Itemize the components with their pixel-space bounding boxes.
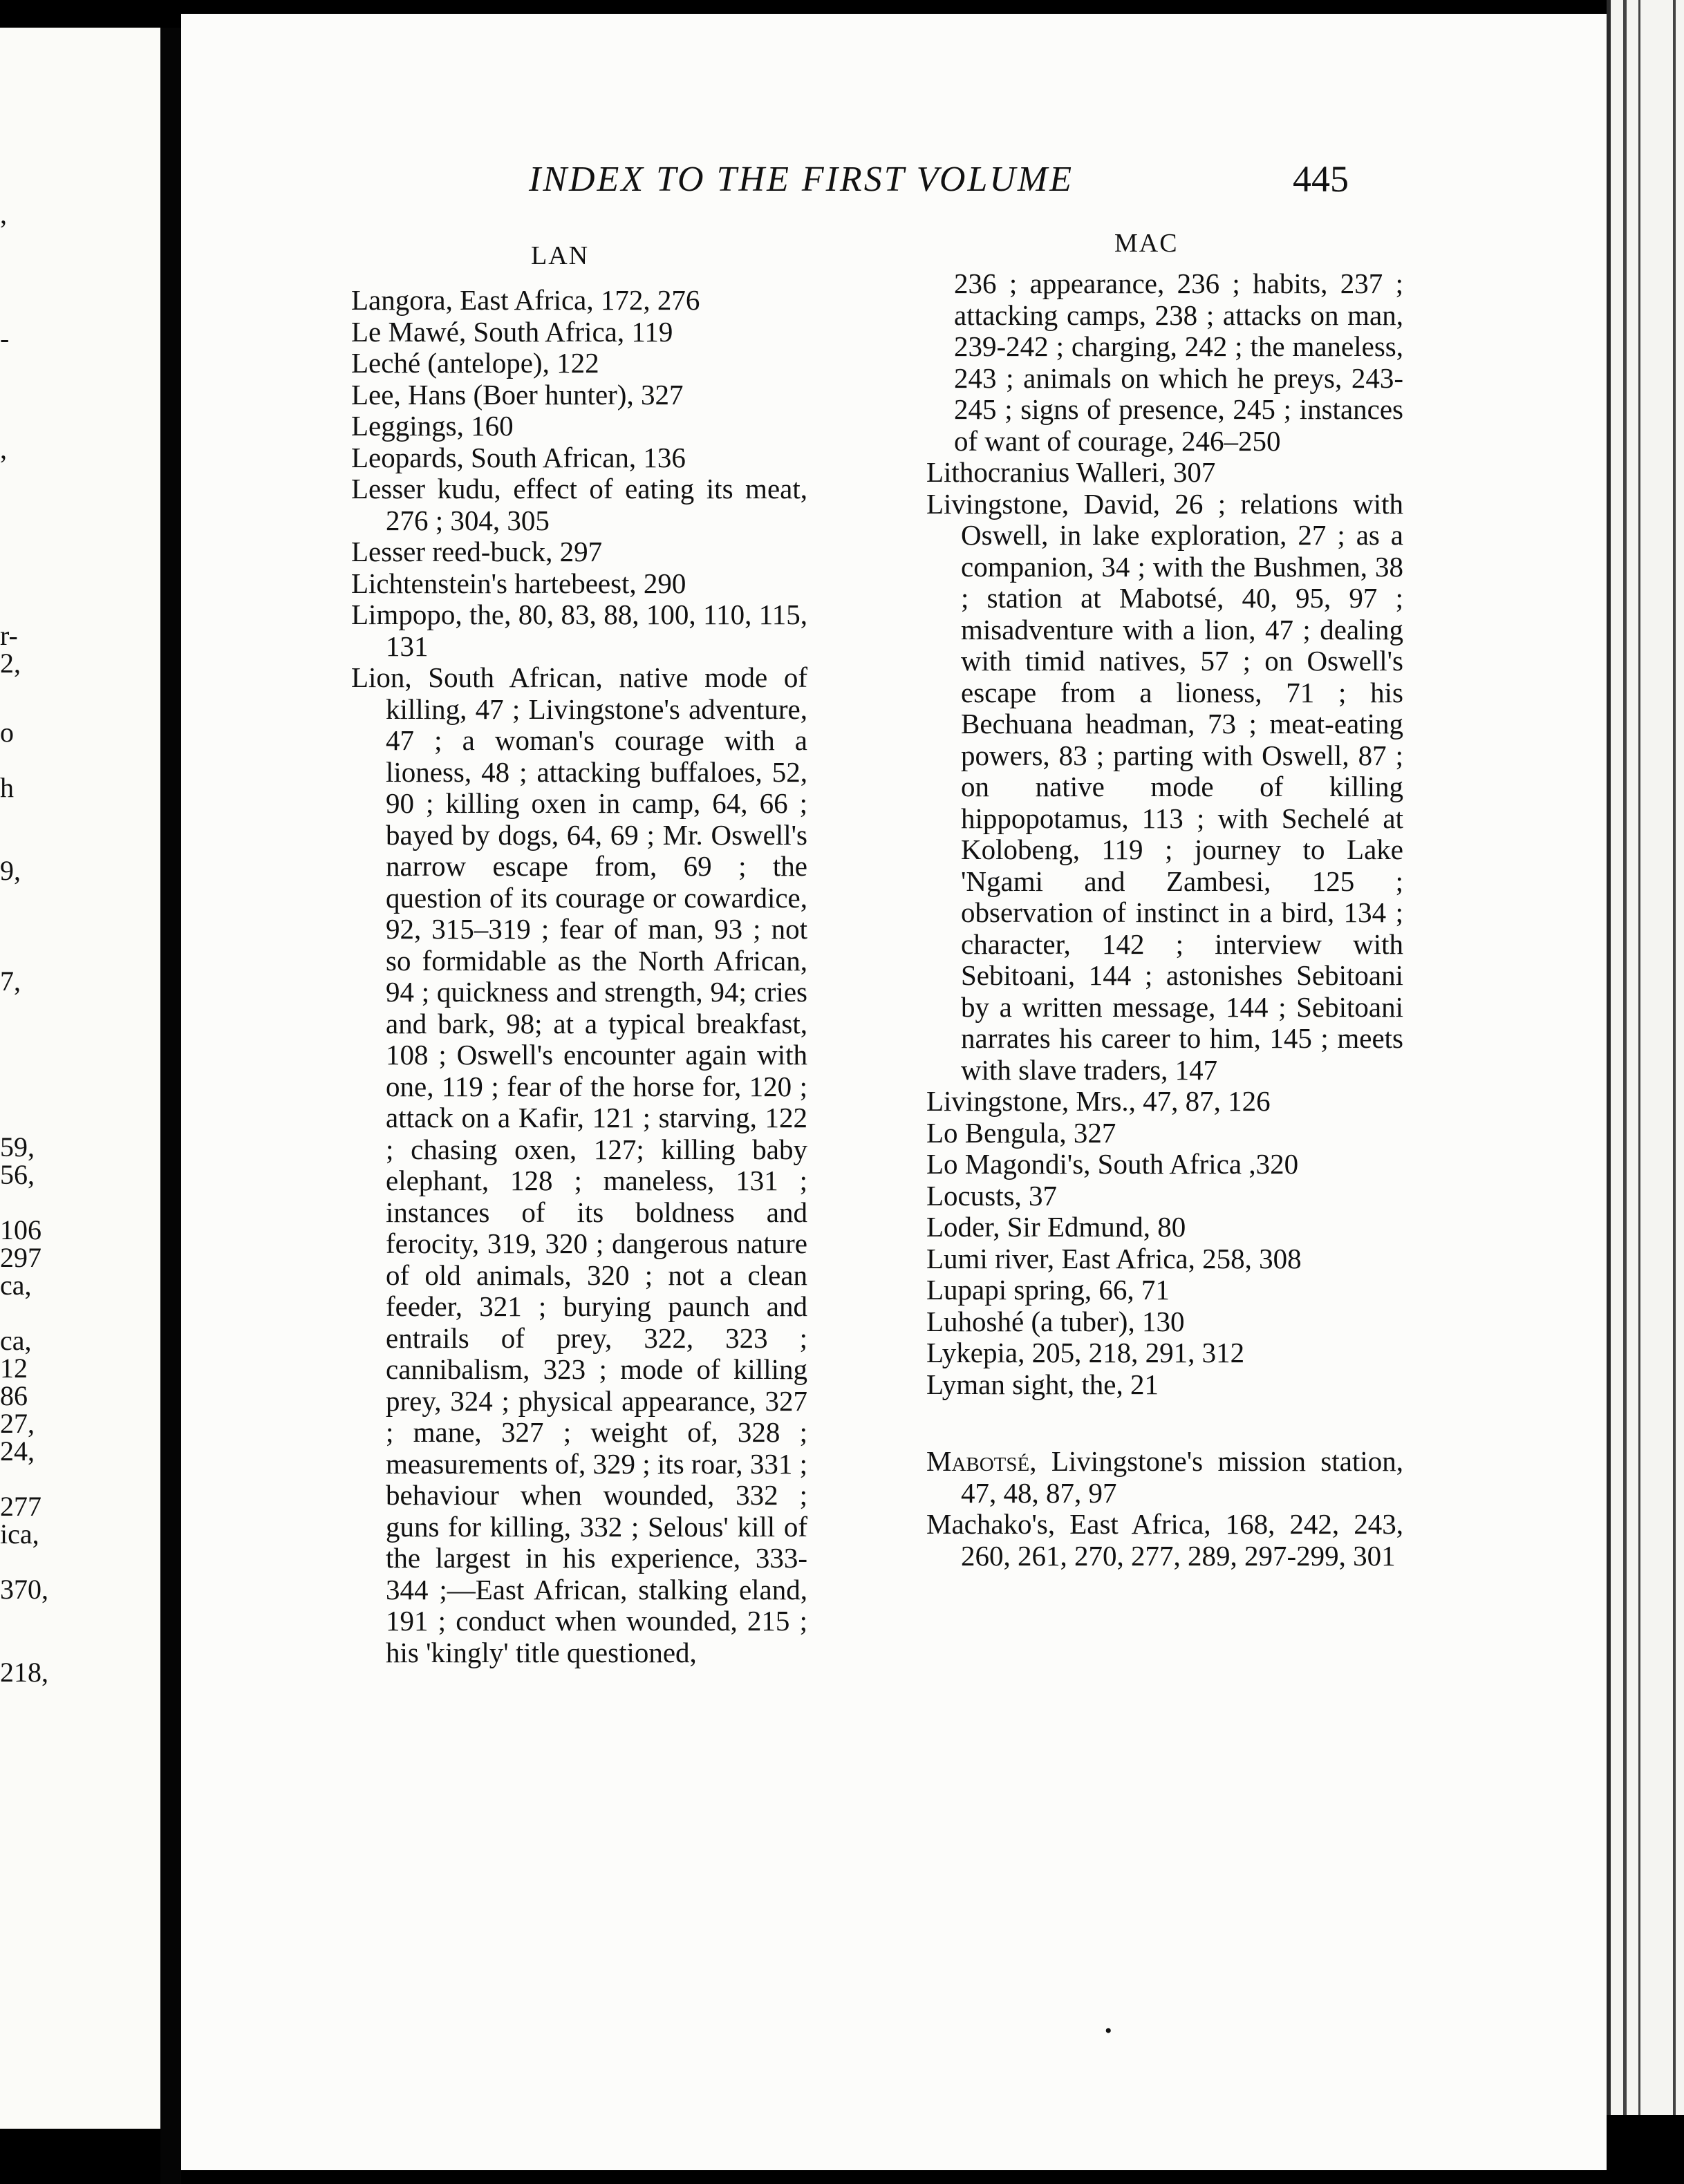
index-entry: Lithocranius Walleri, 307 [926,456,1216,488]
index-entry: Lichtenstein's hartebeest, 290 [351,567,686,599]
index-entry: Lumi river, East Africa, 258, 308 [926,1242,1302,1274]
index-entry: Langora, East Africa, 172, 276 [351,284,700,316]
column-head-left: LAN [531,241,590,270]
index-entry: Lyman sight, the, 21 [926,1368,1159,1400]
index-entry: Luhoshé (a tuber), 130 [926,1305,1185,1337]
index-entry-continuation: 236 ; appearance, 236 ; habits, 237 ; attacking camps, 238 ; attacks on man, 239-242 ; charging, 242 ; the maneless, 243 ; animals on which he preys, 243-245 ; signs of presence, 245 ; instances of want of courage, 246–250 [954,267,1403,457]
facing-page-text-fragment: 7, [0,966,21,997]
index-entry: Lee, Hans (Boer hunter), 327 [351,378,684,411]
index-entry: Leopards, South African, 136 [351,441,686,473]
page-number: 445 [1293,158,1349,200]
index-entry: Livingstone, David, 26 ; relations with Oswell, in lake exploration, 27 ; as a companion, 34 ; with the Bushmen, 38 ; station at Mabotsé, 40, 95, 97 ; misadventure with a lion, 47 ; dealing with timid natives, 57 ; on Oswell's escape from a lioness, 71 ; his Bechuana headman, 73 ; meat-eating powers, 83 ; parting with Oswell, 87 ; on native mode of killing hippopotamus, 113 ; with Sechelé at Kolobeng, 119 ; journey to Lake 'Ngami and Zambesi, 125 ; observation of instinct in a bird, 134 ; character, 142 ; interview with Sebitoani, 144 ; astonishes Sebitoani by a written message, 144 ; Sebitoani narrates his career to him, 145 ; meets with slave traders, 147 [926,487,1403,1086]
facing-page-fragment [0,28,160,2129]
facing-page-text-fragment: 24, [0,1435,35,1467]
facing-page-text-fragment: h [0,772,14,803]
running-head [346,152,1383,200]
facing-page-text-fragment: 9, [0,855,21,886]
running-title: INDEX TO THE FIRST VOLUME [529,160,1074,199]
facing-page-text-fragment: 218, [0,1657,48,1688]
index-entry: Lo Bengula, 327 [926,1116,1116,1149]
facing-page-text-fragment: ca, [0,1270,32,1301]
facing-page-text-fragment: 370, [0,1574,48,1605]
index-column-right [926,268,1403,1572]
facing-page-text-fragment: 59, [0,1131,35,1162]
index-entry: Lesser reed-buck, 297 [351,536,603,567]
index-entry [926,1509,1403,1572]
facing-page-text-fragment: 56, [0,1159,35,1190]
index-column-left [351,285,807,1668]
facing-page-text-fragment: 2, [0,648,21,679]
index-entry [926,1446,1403,1509]
facing-page-text-fragment: 297 [0,1242,41,1273]
facing-page-text-fragment: - [0,323,10,354]
entry-text: , Livingstone's mission station, 47, 48, 87, 97 [961,1445,1403,1509]
column-head-right: MAC [1114,229,1179,258]
facing-page-text-fragment: o [0,717,14,748]
index-entry: Loder, Sir Edmund, 80 [926,1211,1186,1243]
facing-page-text-fragment: 27, [0,1408,35,1439]
facing-page-text-fragment: , [0,198,7,229]
index-entry: Livingstone, Mrs., 47, 87, 126 [926,1085,1271,1117]
facing-page-text-fragment: ca, [0,1325,32,1356]
index-entry: Locusts, 37 [926,1179,1058,1212]
footer-mark: • [1105,2020,1112,2042]
facing-page-text-fragment: r- [0,620,18,651]
index-entry: Limpopo, the, 80, 83, 88, 100, 110, 115, 131 [351,599,807,662]
index-entry: Leggings, 160 [351,410,514,442]
facing-page-text-fragment: 106 [0,1214,41,1245]
facing-page-text-fragment: ica, [0,1518,39,1550]
facing-page-text-fragment: 277 [0,1491,41,1522]
index-entry: Leché (antelope), 122 [351,347,599,379]
index-entry: Lupapi spring, 66, 71 [926,1274,1170,1306]
entry-lead-term: Mabotsé [926,1445,1030,1477]
index-entry: Lion, South African, native mode of killing, 47 ; Livingstone's adventure, 47 ; a woman's courage with a lioness, 48 ; attacking buffaloes, 52, 90 ; killing oxen in camp, 64, 66 ; bayed by dogs, 64, 69 ; Mr. Oswell's narrow escape from, 69 ; the question of its courage or cowardice, 92, 315–319 ; fear of man, 93 ; not so formidable as the North African, 94 ; quickness and strength, 94; cries and bark, 98; at a typical breakfast, 108 ; Oswell's encounter again with one, 119 ; fear of the horse for, 120 ; attack on a Kafir, 121 ; starving, 122 ; chasing oxen, 127; killing baby elephant, 128 ; maneless, 131 ; instances of its boldness and ferocity, 319, 320 ; dangerous nature of old animals, 320 ; not a clean feeder, 321 ; burying paunch and entrails of prey, 322, 323 ; cannibalism, 323 ; mode of killing prey, 324 ; physical appearance, 327 ; mane, 327 ; weight of, 328 ; measurements of, 329 ; its roar, 331 ; behaviour when wounded, 332 ; guns for killing, 332 ; Selous' kill of the largest in his experience, 333-344 ;—East African, stalking eland, 191 ; conduct when wounded, 215 ; his 'kingly' title questioned, [351,661,807,1668]
entry-text: Machako's, East Africa, 168, 242, 243, 260, 261, 270, 277, 289, 297-299, 301 [926,1508,1403,1572]
index-entry: Le Mawé, South Africa, 119 [351,315,673,348]
book-gutter [160,28,181,2184]
index-entry: Lo Magondi's, South Africa ,320 [926,1148,1299,1180]
facing-page-text-fragment: , [0,433,7,464]
page-edge-stack [1607,0,1684,2115]
facing-page-text-fragment: 86 [0,1380,28,1411]
facing-page-text-fragment: 12 [0,1353,28,1384]
index-entry: Lykepia, 205, 218, 291, 312 [926,1337,1245,1368]
index-entry: Lesser kudu, effect of eating its meat, 276 ; 304, 305 [351,473,807,536]
